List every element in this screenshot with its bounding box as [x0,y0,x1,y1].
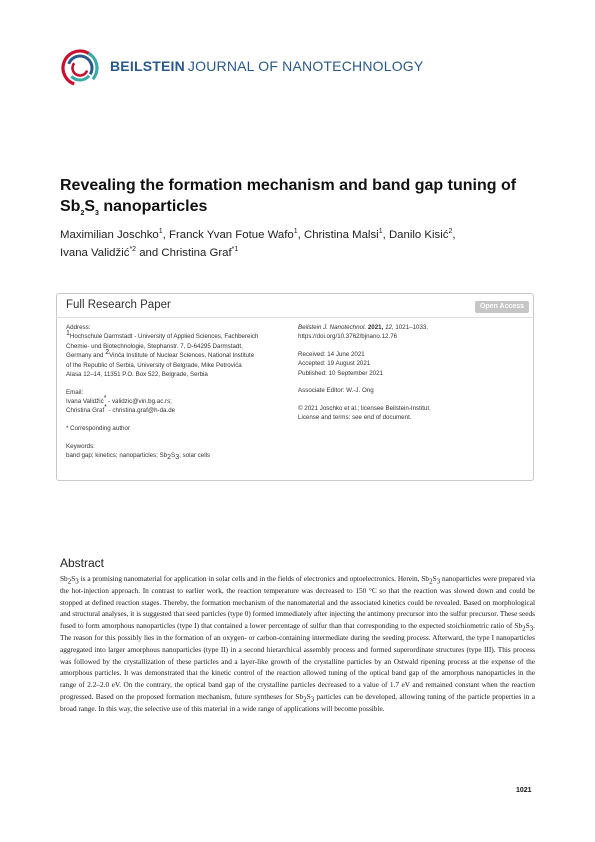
journal-name [110,58,423,74]
journal-logo-icon [60,48,100,88]
address-label: Address: [66,324,91,331]
dates-block [298,350,528,378]
author-line-1: Maximilian Joschko$^1$, Franck Yvan Fotue Wafo$^1$, Christina Malsi$^1$, Danilo Kisić$^2$, [60,228,456,241]
keywords-block: Keywords: band gap; kinetics; nanoparticles; $Sb_2S_3$; solar cells [66,442,286,461]
author-name: Christina Malsi [304,229,379,241]
article-title [60,175,540,217]
page-number: 1021 [516,787,532,794]
open-access-badge: Open Access [475,301,529,313]
abstract-heading: Abstract [60,556,105,570]
email-link[interactable]: - validzic@vin.bg.ac.rs; [106,398,172,406]
author-name: Franck Yvan Fotue Wafo [169,229,294,241]
corresponding-note: * Corresponding author [66,425,130,433]
title-line-1: Revealing the formation mechanism and band gap tuning of [60,177,517,194]
keywords-label: Keywords: [66,442,95,450]
address-block: Address: $^1$Hochschule Darmstadt - University of Applied Sciences, Fachbereich Chemie- und Biotechnologie, Stephanstr. 7, D-64295 Darmstadt, Germany and $^2$Vinča Institute of Nuclear Sciences, National Institute of the Republic of Serbia, University of Belgrade, Mike Petrovića Alasa 12–14, 11351 P.O. Box 522, Belgrade, Serbia [66,323,286,379]
info-box-divider [56,317,534,318]
accepted-date: Accepted: 19 August 2021 [298,360,371,368]
author-name: Maximilian Joschko [60,229,159,241]
journal-name-bold: BEILSTEIN [110,58,185,74]
author-name: Christina Graf [161,247,232,259]
published-date: Published: 10 September 2021 [298,369,383,377]
license-block: © 2021 Joschko et al.; licensee Beilstein-Institut. License and terms: see end of document. [298,405,431,422]
title-line-2: $Sb_2S_3$ nanoparticles [60,198,208,218]
doi-link[interactable]: https://doi.org/10.3762/bjnano.12.76 [298,333,398,341]
associate-editor: Associate Editor: W.-J. Ong [298,387,374,395]
author-list [60,226,540,262]
citation-block: Beilstein J. Nanotechnol. 2021, 12, 1021–1033. https://doi.org/10.3762/bjnano.12.76 [298,324,429,341]
info-right-column [298,323,528,431]
received-date: Received: 14 June 2021 [298,351,365,358]
author-name: Danilo Kisić [388,229,449,241]
email-block: Email: Ivana Validžić* - validzic@vin.bg.ac.rs; Christina Graf* - christina.graf@h-da.de [66,388,286,416]
email-label: Email: [66,388,84,396]
info-left-column [66,323,286,469]
email-link[interactable]: - christina.graf@h-da.de [106,407,176,415]
author-line-2: Ivana Validžić$^{*2}$ and Christina Graf$^{*1}$ [60,246,239,259]
journal-name-rest: JOURNAL OF NANOTECHNOLOGY [187,58,424,74]
article-type-label: Full Research Paper [66,299,171,311]
abstract-body: $Sb_2S_3$ is a promising nanomaterial for application in solar cells and in the fields of electronics and optoelectronics. Herein, $Sb_2S_3$ nanoparticles were prepared via the hot-injection approach. In contrast to earlier work, the reaction temperature was decreased to 150 °C so that the reaction was slowed down and could be stopped at defined reaction stages. Thereby, the formation mechanism of the nanomaterial and the associated kinetics could be revealed. Based on morphological and structural analyses, it is suggested that seed particles (type 0) formed immediately after injecting the antimony precursor into the sulfur precursor. These seeds fused to form amorphous nanoparticles (type I) that contained a lower percentage of sulfur than that corresponding to the expected stoichiometric ratio of $Sb_2S_3$. The reason for this possibly lies in the formation of an oxygen- or carbon-containing intermediate during the seeding process. Afterward, the type I nanoparticles aggregated into larger amorphous nanoparticles (type II) in a second hierarchical assembly process and formed superordinate structures (type III). This process was followed by the crystallization of these particles and a layer-like growth of the crystalline particles by an Ostwald ripening process at the expense of the amorphous particles. It was demonstrated that the kinetic control of the reaction allowed tuning of the optical band gap of the amorphous nanoparticles in the range of 2.2–2.0 eV. On the contrary, the optical band gap of the crystalline particles decreased to a value of 1.7 eV and remained constant when the reaction progressed. Based on the proposed formation mechanism, future syntheses for $Sb_2S_3$ particles can be developed, allowing tuning of the particle properties in a broad range. In this way, the selective use of this material in a wide range of applications will become possible. [60,574,536,713]
author-name: Ivana Validžić [60,247,130,259]
